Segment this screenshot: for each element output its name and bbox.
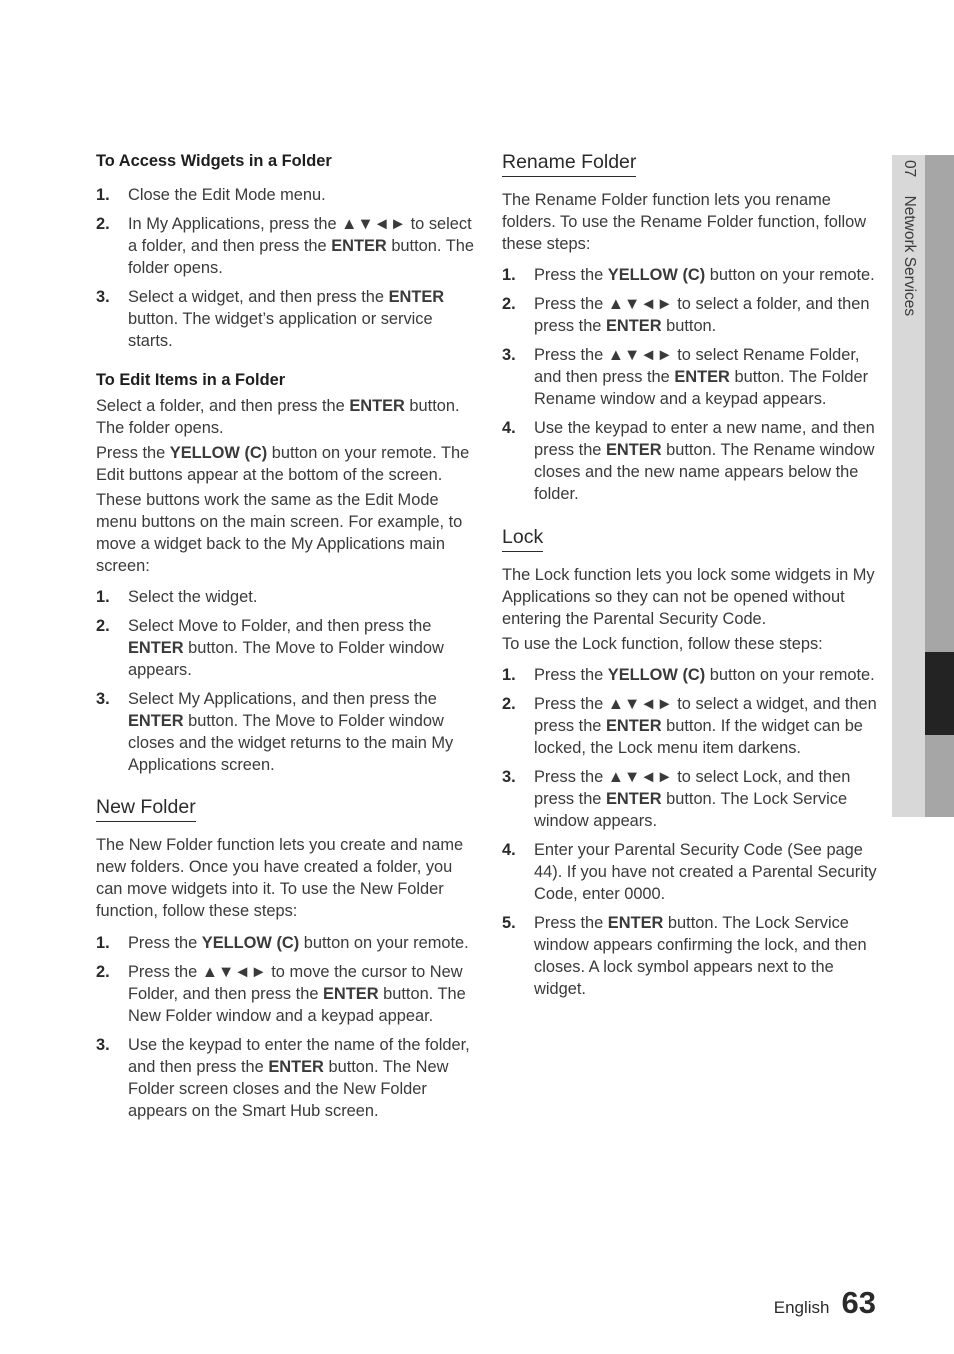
text-run: Select a folder, and then press the — [96, 397, 350, 415]
step-number: 3. — [96, 690, 110, 708]
text-run: button. The Folder Rename window and a keypad appears. — [534, 368, 869, 408]
step-item — [502, 912, 880, 1000]
lock-heading: Lock — [502, 525, 543, 552]
bold-term: YELLOW (C) — [607, 266, 706, 284]
new-folder-steps — [96, 932, 474, 1122]
step-item — [502, 664, 880, 686]
bold-term: ENTER — [128, 639, 184, 657]
step-item — [96, 688, 474, 776]
new-folder-heading: New Folder — [96, 795, 196, 822]
text-run: Press the — [96, 444, 170, 462]
step-item — [96, 961, 474, 1027]
page-footer — [774, 1285, 876, 1321]
bold-term: ENTER — [605, 317, 662, 335]
text-run: button on your remote. — [299, 934, 469, 952]
step-item — [502, 417, 880, 505]
step-number: 2. — [96, 617, 110, 635]
text-run: button. The Rename window closes and the new name appears below the folder. — [534, 441, 875, 503]
bold-term: YELLOW (C) — [201, 934, 300, 952]
step-number: 4. — [502, 841, 516, 859]
step-number: 2. — [502, 695, 516, 713]
text-run: button on your remote. The Edit buttons appear at the bottom of the screen. — [96, 444, 470, 484]
bold-term: YELLOW (C) — [607, 666, 706, 684]
text-run: Press the ▲▼◄► to select a widget, and then press the — [534, 695, 877, 735]
step-number: 1. — [96, 186, 110, 204]
text-run: Press the ▲▼◄► to select Lock, and then press the — [534, 768, 851, 808]
lock-intro: The Lock function lets you lock some widgets in My Applications so they can not be opened without entering the Parental Security Code. — [502, 566, 875, 628]
text-run: button. If the widget can be locked, the Lock menu item darkens. — [534, 717, 863, 757]
text-run: Press the — [534, 666, 608, 684]
step-item — [96, 213, 474, 279]
text-run: button. The New Folder screen closes and the New Folder appears on the Smart Hub screen. — [128, 1058, 449, 1120]
step-number: 5. — [502, 914, 516, 932]
step-number: 1. — [96, 588, 110, 606]
bold-term: YELLOW (C) — [169, 444, 268, 462]
new-folder-intro: The New Folder function lets you create and name new folders. Once you have created a folder, you can move widgets into it. To use the New Folder function, follow these steps: — [96, 836, 464, 920]
text-run: Enter your Parental Security Code (See page 44). If you have not created a Parental Security Code, enter 0000. — [534, 841, 877, 903]
text-run: Close the Edit Mode menu. — [128, 186, 326, 204]
bold-term: ENTER — [268, 1058, 324, 1076]
bold-term: ENTER — [607, 914, 664, 932]
edit-steps — [96, 586, 474, 776]
text-run: Use the keypad to enter a new name, and then press the — [534, 419, 875, 459]
rename-heading: Rename Folder — [502, 150, 636, 177]
text-run: Select the widget. — [128, 588, 258, 606]
text-run: Select Move to Folder, and then press the — [128, 617, 432, 635]
text-run: button. The Lock Service window appears. — [534, 790, 848, 830]
step-number: 4. — [502, 419, 516, 437]
lock-intro-steps: To use the Lock function, follow these steps: — [502, 635, 823, 653]
step-item — [502, 344, 880, 410]
text-run: button. — [661, 317, 717, 335]
chapter-label — [900, 160, 918, 316]
step-item — [502, 264, 880, 286]
bold-term: ENTER — [388, 288, 445, 306]
step-item — [96, 184, 474, 206]
step-item — [502, 293, 880, 337]
bold-term: ENTER — [605, 790, 662, 808]
step-number: 2. — [96, 215, 110, 233]
edit-paragraphs — [96, 395, 474, 577]
step-number: 3. — [96, 288, 110, 306]
rename-intro: The Rename Folder function lets you rename folders. To use the Rename Folder function, follow these steps: — [502, 191, 867, 253]
step-number: 2. — [96, 963, 110, 981]
text-run: Use the keypad to enter the name of the folder, and then press the — [128, 1036, 470, 1076]
bold-term: ENTER — [323, 985, 379, 1003]
text-run: button. The folder opens. — [96, 397, 460, 437]
access-heading: To Access Widgets in a Folder — [96, 152, 332, 170]
text-run: Press the ▲▼◄► to move the cursor to New Folder, and then press the — [128, 963, 463, 1003]
text-run: button. The folder opens. — [128, 237, 474, 277]
step-item — [96, 286, 474, 352]
footer-language: English — [773, 1298, 830, 1317]
step-item — [96, 586, 474, 608]
step-item — [502, 693, 880, 759]
step-item — [96, 1034, 474, 1122]
text-run: Press the ▲▼◄► to select a folder, and then press the — [534, 295, 870, 335]
step-number: 1. — [502, 266, 516, 284]
page-number: 63 — [841, 1285, 876, 1320]
right-column — [502, 150, 880, 1007]
edit-heading: To Edit Items in a Folder — [96, 371, 286, 389]
text-run: button. The widget’s application or service starts. — [128, 310, 433, 350]
step-number: 1. — [502, 666, 516, 684]
bold-term: ENTER — [674, 368, 730, 386]
step-item — [502, 766, 880, 832]
step-item — [96, 615, 474, 681]
step-number: 3. — [502, 346, 516, 364]
step-number: 3. — [96, 1036, 110, 1054]
text-run: button. The Move to Folder window closes and the widget returns to the main My Applications screen. — [128, 712, 454, 774]
text-run: button. The Lock Service window appears confirming the lock, and then closes. A lock symbol appears next to the widget. — [534, 914, 867, 998]
text-run: button. The New Folder window and a keypad appear. — [128, 985, 466, 1025]
text-run: button on your remote. — [705, 666, 875, 684]
text-run: Select a widget, and then press the — [128, 288, 389, 306]
step-number: 3. — [502, 768, 516, 786]
left-column — [96, 150, 474, 1129]
text-run: Press the — [128, 934, 202, 952]
bold-term: ENTER — [605, 441, 662, 459]
step-number: 2. — [502, 295, 516, 313]
bold-term: ENTER — [331, 237, 387, 255]
chapter-title: Network Services — [901, 195, 918, 317]
text-run: button. The Move to Folder window appears. — [128, 639, 444, 679]
step-number: 1. — [96, 934, 110, 952]
text-run: Select My Applications, and then press the — [128, 690, 437, 708]
text-run: button on your remote. — [705, 266, 875, 284]
lock-steps — [502, 664, 880, 1000]
chapter-marker — [925, 652, 954, 735]
access-steps — [96, 184, 474, 352]
bold-term: ENTER — [128, 712, 184, 730]
paragraph — [96, 395, 474, 439]
bold-term: ENTER — [349, 397, 405, 415]
text-run: Press the — [534, 266, 608, 284]
rename-steps — [502, 264, 880, 505]
bold-term: ENTER — [605, 717, 662, 735]
paragraph — [96, 442, 474, 486]
step-item — [502, 839, 880, 905]
step-item — [96, 932, 474, 954]
paragraph — [96, 489, 474, 577]
text-run: Press the ▲▼◄► to select Rename Folder, and then press the — [534, 346, 860, 386]
text-run: In My Applications, press the ▲▼◄► to select a folder, and then press the — [128, 215, 472, 255]
text-run: These buttons work the same as the Edit Mode menu buttons on the main screen. For example, to move a widget back to the My Applications main screen: — [96, 491, 463, 575]
chapter-number: 07 — [901, 160, 918, 178]
text-run: Press the — [534, 914, 608, 932]
